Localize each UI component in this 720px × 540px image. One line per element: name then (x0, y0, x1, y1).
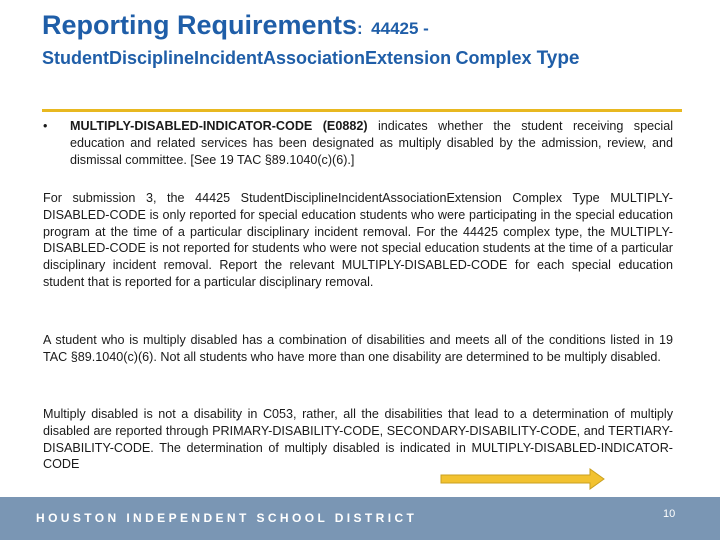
footer-bar (0, 497, 720, 540)
district-name: HOUSTON INDEPENDENT SCHOOL DISTRICT (36, 511, 418, 525)
title-separator: : (357, 19, 363, 38)
slide-subtitle (42, 48, 580, 70)
page-number: 10 (663, 508, 676, 520)
bullet-lead: MULTIPLY-DISABLED-INDICATOR-CODE (E0882) (70, 119, 368, 133)
right-arrow-icon (440, 468, 605, 490)
paragraph-reporting: Multiply disabled is not a disability in C053, rather, all the disabilities that lead to a determination of multiply disabled are reported through PRIMARY-DISABILITY-CODE, SECONDARY-DISABILITY-CODE, and TERTIARY-DISABILITY-CODE. The determination of multiply disabled is indicated in MULTIPLY-DISABLED-INDICATOR-CODE (43, 407, 673, 472)
bullet-text (70, 118, 673, 168)
title-type (456, 48, 580, 68)
bullet-body: indicates whether the student receiving special education and related services has been designated as multiply disabled by the admission, review, and dismissal committee. [See 19 TAC §89.1040(c)(6).] (70, 119, 673, 167)
title-type-prefix: Complex (455, 48, 532, 68)
title-type-word: Type (536, 48, 580, 69)
paragraph-definition: A student who is multiply disabled has a combination of disabilities and meets all of the conditions listed in 19 TAC §89.1040(c)(6). Not all students who have more than one disability are determined to be multiply disabled. (43, 333, 673, 364)
title-entity: StudentDisciplineIncidentAssociationExtension (42, 48, 452, 68)
paragraph-submission: For submission 3, the 44425 StudentDisciplineIncidentAssociationExtension Complex Type MULTIPLY-DISABLED-CODE is only reported for special education students who were participating in the special education program at the time of a particular disciplinary incident removal. For the 44425 complex type, the MULTIPLY-DISABLED-CODE is not reported for students who were not special education students at the time of a particular disciplinary incident removal. Report the relevant MULTIPLY-DISABLED-CODE for each special education student that is reported for a particular disciplinary removal. (43, 191, 673, 289)
slide-title (42, 10, 429, 41)
title-code: 44425 - (371, 19, 429, 38)
bullet-marker: • (43, 119, 48, 133)
title-divider (42, 109, 682, 112)
title-main: Reporting Requirements (42, 10, 358, 40)
